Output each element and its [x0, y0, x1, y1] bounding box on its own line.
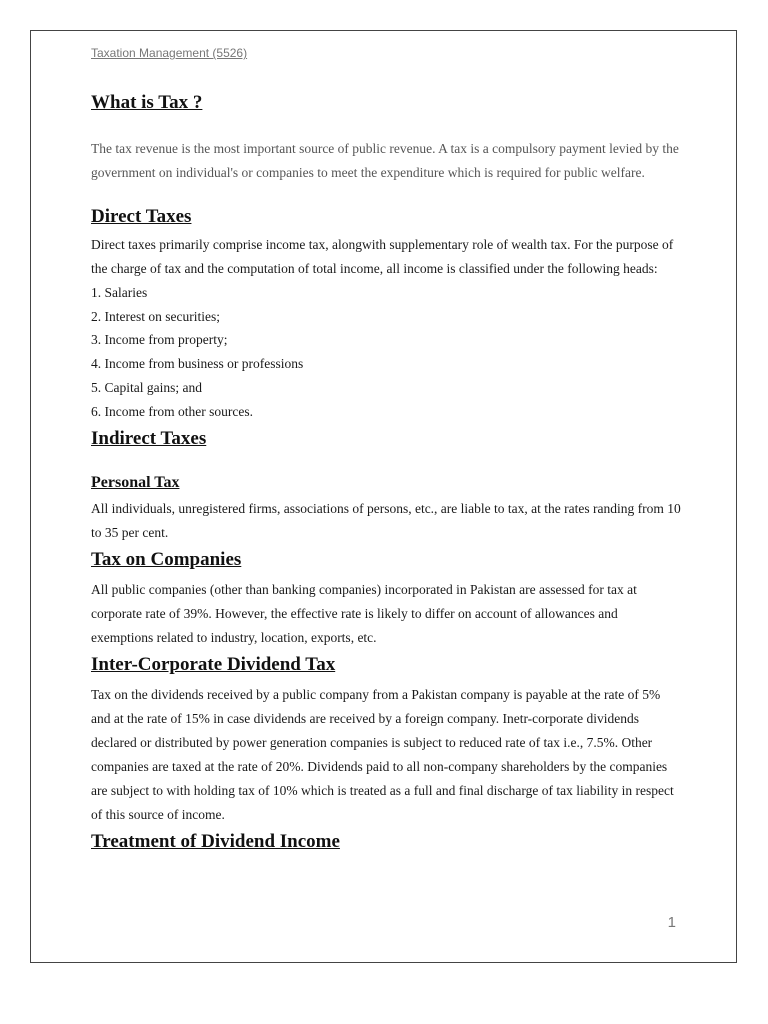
inter-corporate-dividend-paragraph: Tax on the dividends received by a public company from a Pakistan company is payable at the rate of 5% and at the rate of 15% in case dividends are received by a foreign company. Inetr-corporate dividends declared or distributed by power generation companies is subject to reduced rate of tax i.e., 7.5%. Other companies are taxed at the rate of 20%. Dividends paid to all non-company shareholders by the companies are subject to with holding tax of 10% which is treated as a full and final discharge of tax liability in respect of this source of income. [91, 687, 674, 823]
list-item: 3. Income from property; [91, 332, 228, 348]
direct-taxes-paragraph: Direct taxes primarily comprise income tax, alongwith supplementary role of wealth tax. For the purpose of the charge of tax and the computation of total income, all income is classified under the following heads: [91, 237, 674, 276]
inter-corporate-dividend-heading: Inter-Corporate Dividend Tax [91, 654, 336, 676]
list-item: 6. Income from other sources. [91, 403, 253, 419]
direct-taxes-heading: Direct Taxes [91, 206, 192, 227]
indirect-taxes-heading: Indirect Taxes [91, 428, 207, 450]
running-header: Taxation Management (5526) [91, 46, 248, 60]
income-heads-list [91, 281, 683, 423]
list-item: 2. Interest on securities; [91, 308, 220, 324]
list-item: 5. Capital gains; and [91, 379, 202, 395]
page-number: 1 [667, 914, 676, 931]
tax-on-companies-paragraph: All public companies (other than banking companies) incorporated in Pakistan are assessed for tax at corporate rate of 39%. However, the effective rate is likely to differ on account of allowances and exemptions related to industry, location, exports, etc. [91, 582, 637, 646]
treatment-dividend-heading: Treatment of Dividend Income [91, 831, 340, 853]
intro-paragraph: The tax revenue is the most important source of public revenue. A tax is a compulsory payment levied by the government on individual's or companies to meet the expenditure which is required for public welfare. [91, 141, 679, 180]
tax-on-companies-heading: Tax on Companies [91, 549, 242, 571]
list-item: 1. Salaries [91, 285, 148, 300]
page-content [91, 45, 683, 854]
personal-tax-paragraph: All individuals, unregistered firms, associations of persons, etc., are liable to tax, at the rates randing from 10 to 35 per cent. [91, 501, 681, 541]
document-page [30, 30, 737, 963]
list-item: 4. Income from business or professions [91, 356, 304, 372]
page-title: What is Tax ? [91, 92, 203, 113]
personal-tax-heading: Personal Tax [91, 474, 180, 492]
